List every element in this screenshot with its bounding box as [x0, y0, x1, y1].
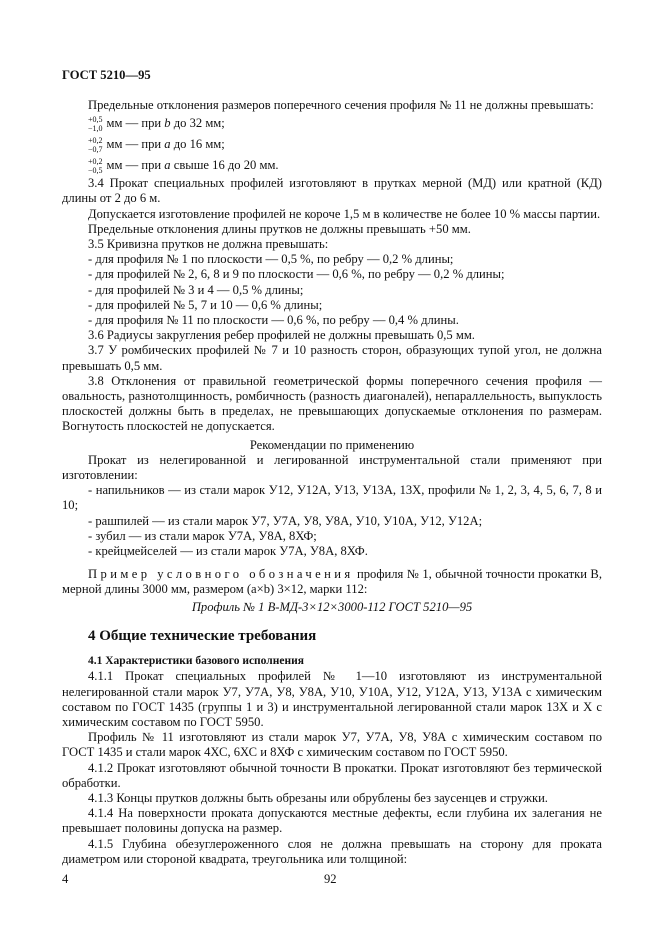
paragraph: - для профилей № 3 и 4 — 0,5 % длины;: [88, 282, 304, 297]
paragraph: - для профилей № 5, 7 и 10 — 0,6 % длины;: [88, 297, 323, 312]
paragraph: 3.4 Прокат специальных профилей изготовляют в прутках мерной (МД) или кратной (КД) длины от 2 до 6 м.: [62, 176, 602, 206]
paragraph: - для профилей № 2, 6, 8 и 9 по плоскости — 0,6 %, по ребру — 0,2 % длины;: [88, 267, 505, 282]
tolerance-line: [88, 155, 602, 176]
tolerance-fraction: [88, 115, 103, 133]
section-4-heading: 4 Общие технические требования: [88, 627, 317, 644]
paragraph: 4.1.5 Глубина обезуглероженного слоя не должна превышать на сторону для проката диаметром или стороной квадрата, треугольника или толщиной:: [62, 836, 602, 866]
tolerance-fraction: [88, 157, 103, 175]
tolerance-lower: −0,7: [88, 144, 103, 154]
paragraph: 4.1.3 Концы прутков должны быть обрезаны или обрублены без заусенцев и стружки.: [88, 790, 548, 805]
paragraph: Предельные отклонения размеров поперечного сечения профиля № 11 не должны превышать:: [88, 98, 594, 112]
example-text: профиля № 1, обычной точности прокатки В, мерной длины 3000 мм, размером (a×b) 3×12, марки 112:: [62, 567, 602, 597]
tolerance-lower: −1,0: [88, 123, 103, 133]
tolerance-variable: a: [164, 158, 171, 173]
paragraph: 4.1.2 Прокат изготовляют обычной точности В прокатки. Прокат изготовляют без термической обработки.: [62, 760, 602, 790]
recommendations-title: Рекомендации по применению: [249, 437, 415, 452]
document-body: [62, 98, 602, 867]
paragraph: - напильников — из стали марок У12, У12А, У13, У13А, 13Х, профили № 1, 2, 3, 4, 5, 6, 7, 8 и 10;: [62, 483, 602, 513]
paragraph: 4.1.4 На поверхности проката допускаются местные дефекты, если глубина их залегания не превышает половины допуска на размер.: [62, 806, 602, 836]
paragraph: 3.8 Отклонения от правильной геометрической формы поперечного сечения профиля — овальность, разнотолщинность, ромбичность (разность диагоналей), непараллельность, выпуклость плоскостей должны быть в пределах, не превышающих допускаемые отклонения по размерам. Вогнутость плоскостей не допускается.: [62, 373, 602, 434]
paragraph: - для профиля № 1 по плоскости — 0,5 %, по ребру — 0,2 % длины;: [88, 252, 454, 267]
paragraph: - зубил — из стали марок У7А, У8А, 8ХФ;: [88, 528, 317, 543]
tolerance-lower: −0,5: [88, 165, 103, 175]
page-number-center: 92: [324, 872, 337, 886]
paragraph: Предельные отклонения длины прутков не должны превышать +50 мм.: [88, 221, 471, 236]
tolerance-rest: до 16 мм;: [170, 137, 225, 152]
paragraph: - для профиля № 11 по плоскости — 0,6 %, по ребру — 0,4 % длины.: [88, 313, 459, 328]
tolerance-text: мм — при: [106, 137, 165, 152]
paragraph: Профиль № 11 изготовляют из стали марок У7, У7А, У8, У8А с химическим составом по ГОСТ 1435 и стали марок 4ХС, 6ХС и 8ХФ с химическим составом по ГОСТ 5950.: [62, 730, 602, 760]
tolerance-text: мм — при: [106, 158, 165, 173]
tolerance-fraction: [88, 136, 103, 154]
paragraph: 3.7 У ромбических профилей № 7 и 10 разность сторон, образующих тупой угол, не должна превышать 0,5 мм.: [62, 343, 602, 373]
paragraph: Допускается изготовление профилей не короче 1,5 м в количестве не более 10 % массы партии.: [88, 206, 601, 221]
tolerance-upper: +0,5: [88, 114, 103, 124]
tolerance-rest: свыше 16 до 20 мм.: [170, 158, 279, 173]
paragraph: 3.5 Кривизна прутков не должна превышать:: [88, 237, 329, 252]
tolerance-line: [88, 113, 602, 134]
paragraph: - крейцмейселей — из стали марок У7А, У8А, 8ХФ.: [88, 544, 368, 559]
tolerance-text: мм — при: [106, 116, 165, 131]
paragraph: - рашпилей — из стали марок У7, У7А, У8, У8А, У10, У10А, У12, У12А;: [88, 513, 483, 528]
document-header: ГОСТ 5210—95: [62, 68, 151, 82]
example-designation: Профиль № 1 В-МД-3×12×3000-112 ГОСТ 5210—95: [191, 599, 473, 614]
tolerance-variable: b: [164, 116, 171, 131]
tolerance-upper: +0,2: [88, 135, 103, 145]
paragraph: 4.1.1 Прокат специальных профилей № 1—10 изготовляют из инструментальной нелегированной стали марок У7, У7А, У8, У8А, У10, У10А, У12, У12А, У13, У13А с химическим составом по ГОСТ 1435 (группы 1 и 3) и инструментальной легированной стали марок 13Х и Х с химическим составом по ГОСТ 5950.: [62, 669, 602, 729]
paragraph: 3.6 Радиусы закругления ребер профилей не должны превышать 0,5 мм.: [88, 328, 475, 343]
tolerance-line: [88, 134, 602, 155]
page-number-left: 4: [62, 872, 69, 886]
example-paragraph: [62, 567, 602, 597]
section-4-1-heading: 4.1 Характеристики базового исполнения: [88, 655, 304, 668]
tolerance-rest: до 32 мм;: [170, 116, 225, 131]
tolerance-upper: +0,2: [88, 156, 103, 166]
example-spaced-label: Пример условного обозначения: [88, 567, 354, 582]
paragraph: Прокат из нелегированной и легированной инструментальной стали применяют при изготовлении:: [62, 452, 602, 483]
tolerance-variable: a: [164, 137, 171, 152]
